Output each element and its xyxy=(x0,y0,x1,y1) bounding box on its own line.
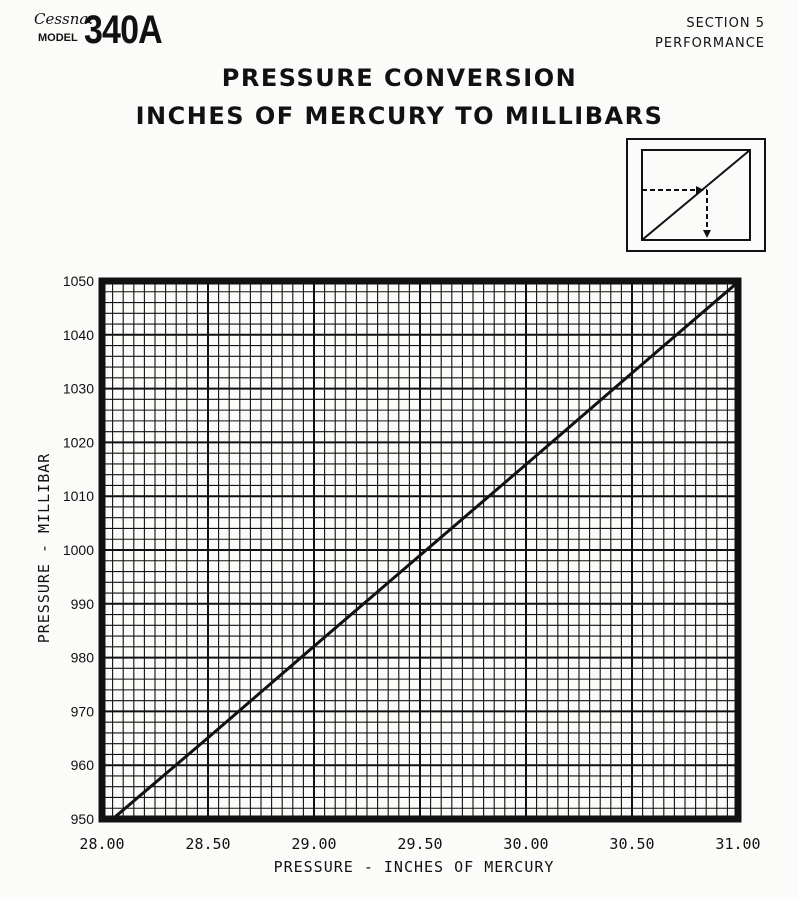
y-tick-label: 980 xyxy=(70,649,94,666)
y-axis-ticks xyxy=(63,273,94,827)
y-tick-label: 970 xyxy=(70,703,94,720)
y-tick-label: 950 xyxy=(70,811,94,827)
y-tick-label: 1050 xyxy=(62,273,94,289)
model-number: 340A xyxy=(84,8,162,52)
y-axis-label: PRESSURE - MILLIBAR xyxy=(35,452,53,644)
y-tick-label: 960 xyxy=(70,757,94,774)
x-tick-label: 31.00 xyxy=(715,835,761,853)
y-tick-label: 1000 xyxy=(62,542,94,558)
y-tick-label: 1040 xyxy=(62,326,94,343)
chart-title-line-1: PRESSURE CONVERSION xyxy=(221,64,578,92)
x-tick-label: 29.50 xyxy=(397,835,443,853)
chart-grid xyxy=(102,281,738,819)
x-tick-label: 28.50 xyxy=(185,835,231,853)
y-tick-label: 990 xyxy=(70,595,94,612)
x-tick-label: 28.00 xyxy=(79,835,125,853)
brand-model-label: MODEL xyxy=(38,32,78,44)
y-tick-label: 1010 xyxy=(62,488,94,505)
brand-script: Cessna. xyxy=(34,10,94,28)
x-tick-label: 29.00 xyxy=(291,835,337,853)
y-tick-label: 1030 xyxy=(62,380,94,397)
section-number: SECTION 5 xyxy=(686,16,765,31)
chart-title-line-2: INCHES OF MERCURY TO MILLIBARS xyxy=(135,102,664,130)
x-axis-ticks xyxy=(79,835,760,853)
y-tick-label: 1020 xyxy=(62,434,94,451)
section-name: PERFORMANCE xyxy=(655,36,765,51)
x-axis-label: PRESSURE - INCHES OF MERCURY xyxy=(273,858,555,876)
x-tick-label: 30.00 xyxy=(503,835,549,853)
x-tick-label: 30.50 xyxy=(609,835,655,853)
